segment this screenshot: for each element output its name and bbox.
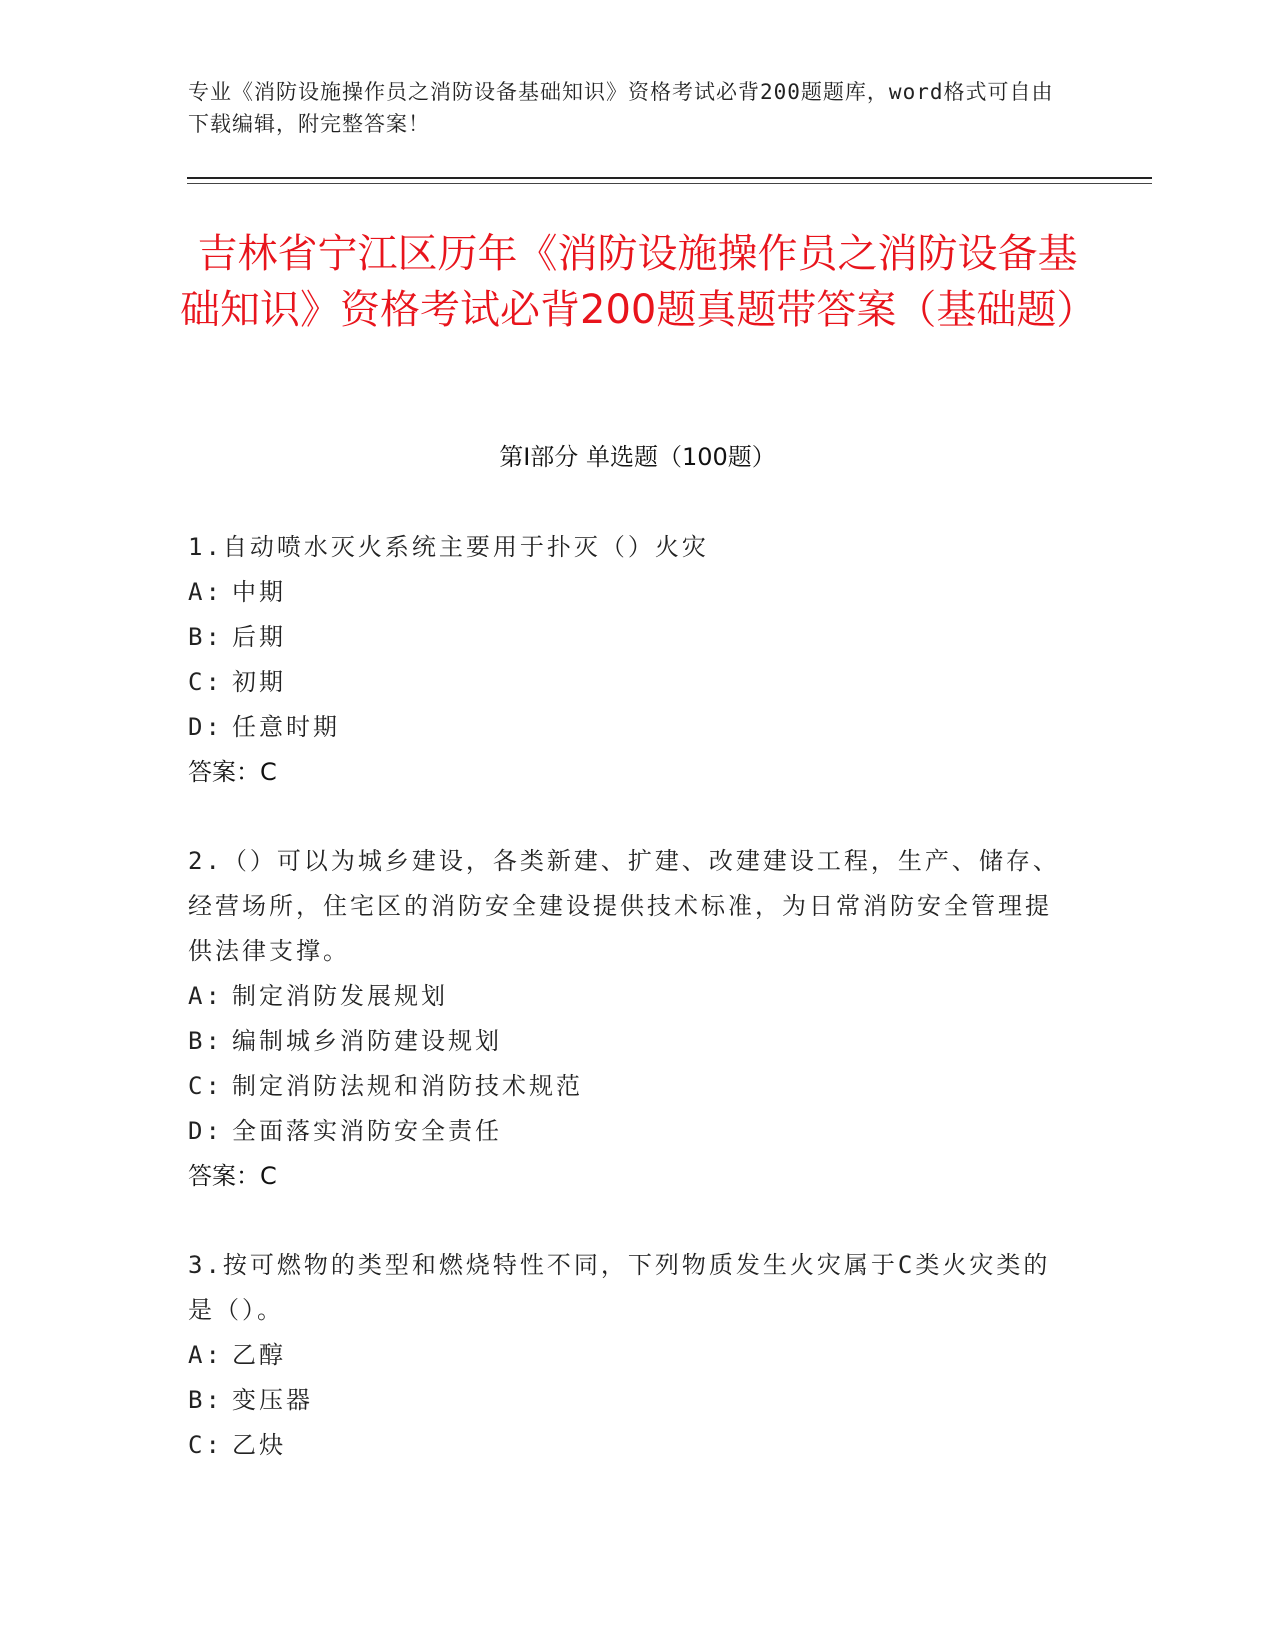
option-d bbox=[188, 1109, 1068, 1154]
header-divider-thick bbox=[187, 177, 1152, 179]
option-letter: A: bbox=[188, 982, 223, 1010]
question-2 bbox=[188, 839, 1068, 1199]
option-letter: C: bbox=[188, 1431, 223, 1459]
question-stem: 3.按可燃物的类型和燃烧特性不同，下列物质发生火灾属于C类火灾类的是（）。 bbox=[188, 1251, 1051, 1324]
option-text: 中期 bbox=[232, 578, 286, 606]
question-1 bbox=[188, 525, 1068, 795]
option-c bbox=[188, 660, 1068, 705]
option-a bbox=[188, 974, 1068, 1019]
question-answer: 答案：C bbox=[188, 1162, 277, 1190]
question-stem: 1.自动喷水灭火系统主要用于扑灭（）火灾 bbox=[188, 533, 709, 561]
option-c bbox=[188, 1064, 1068, 1109]
option-text: 全面落实消防安全责任 bbox=[232, 1117, 502, 1145]
option-text: 乙炔 bbox=[232, 1431, 286, 1459]
option-letter: C: bbox=[188, 1072, 223, 1100]
question-3 bbox=[188, 1243, 1068, 1468]
option-text: 任意时期 bbox=[232, 713, 340, 741]
question-answer: 答案：C bbox=[188, 758, 277, 786]
option-b bbox=[188, 1378, 1068, 1423]
question-list bbox=[188, 525, 1068, 1512]
option-text: 初期 bbox=[232, 668, 286, 696]
option-letter: B: bbox=[188, 1027, 223, 1055]
option-d bbox=[188, 705, 1068, 750]
option-text: 制定消防法规和消防技术规范 bbox=[232, 1072, 583, 1100]
option-a bbox=[188, 570, 1068, 615]
option-b bbox=[188, 1019, 1068, 1064]
option-b bbox=[188, 615, 1068, 660]
option-text: 变压器 bbox=[232, 1386, 313, 1414]
option-a bbox=[188, 1333, 1068, 1378]
option-letter: D: bbox=[188, 1117, 223, 1145]
option-letter: A: bbox=[188, 1341, 223, 1369]
option-text: 制定消防发展规划 bbox=[232, 982, 448, 1010]
option-text: 后期 bbox=[232, 623, 286, 651]
section-title: 第I部分 单选题（100题） bbox=[499, 443, 776, 471]
header-note: 专业《消防设施操作员之消防设备基础知识》资格考试必背200题题库，word格式可自由下载编辑，附完整答案！ bbox=[188, 80, 1054, 136]
option-text: 乙醇 bbox=[232, 1341, 286, 1369]
document-title: 吉林省宁江区历年《消防设施操作员之消防设备基础知识》资格考试必背200题真题带答案（基础题） bbox=[180, 231, 1097, 333]
option-text: 编制城乡消防建设规划 bbox=[232, 1027, 502, 1055]
header-divider-thin bbox=[187, 183, 1152, 184]
option-letter: B: bbox=[188, 1386, 223, 1414]
option-letter: A: bbox=[188, 578, 223, 606]
question-stem: 2.（）可以为城乡建设，各类新建、扩建、改建建设工程，生产、储存、经营场所，住宅区的消防安全建设提供技术标准，为日常消防安全管理提供法律支撑。 bbox=[188, 847, 1060, 965]
option-letter: C: bbox=[188, 668, 223, 696]
option-letter: B: bbox=[188, 623, 223, 651]
option-letter: D: bbox=[188, 713, 223, 741]
option-c bbox=[188, 1423, 1068, 1468]
